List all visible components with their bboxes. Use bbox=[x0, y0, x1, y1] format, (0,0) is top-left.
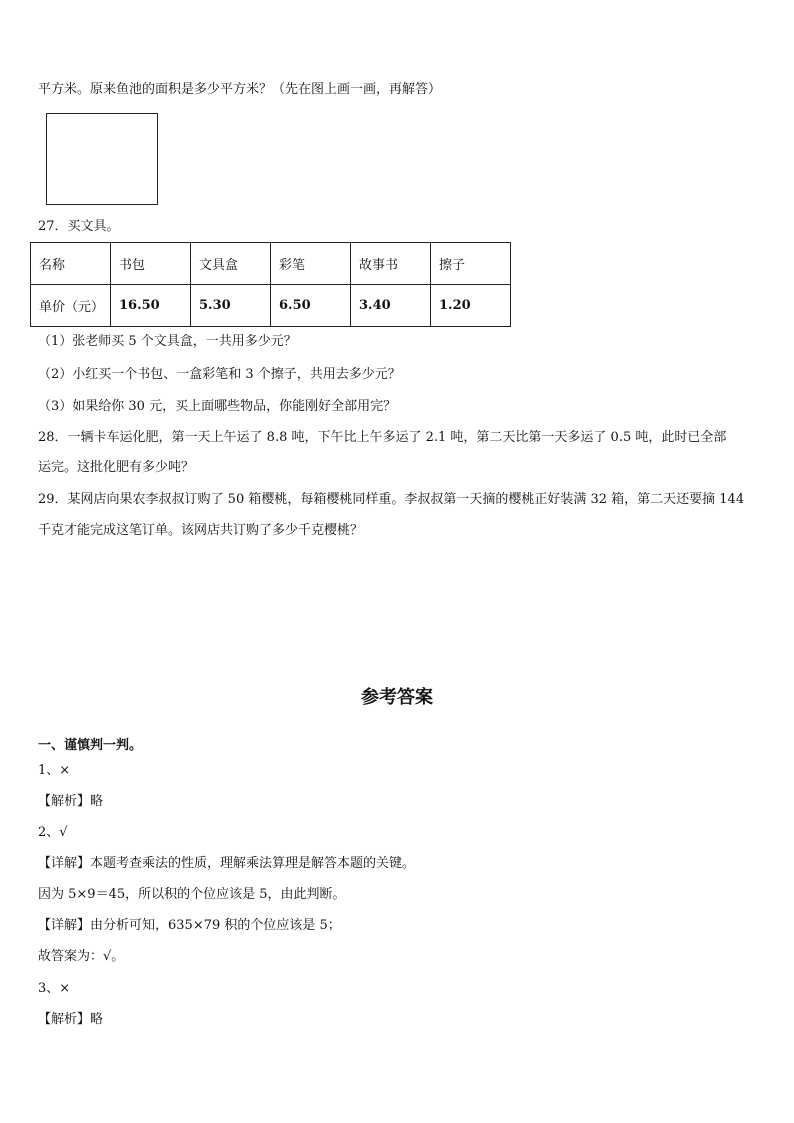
answer-2: 2、√ bbox=[38, 825, 68, 840]
table-cell: 单价（元） bbox=[31, 285, 111, 327]
answer-2-detail-3: 【详解】由分析可知，635×79 积的个位应该是 5； bbox=[38, 918, 341, 933]
answers-title: 参考答案 bbox=[361, 687, 433, 708]
question-28-line1: 28．一辆卡车运化肥，第一天上午运了 8.8 吨，下午比上午多运了 2.1 吨，第二天比第一天多运了 0.5 吨，此时已全部 bbox=[38, 430, 727, 445]
question-26-tail: 平方米。原来鱼池的面积是多少平方米？（先在图上画一画，再解答） bbox=[38, 82, 442, 97]
table-cell: 名称 bbox=[31, 243, 111, 285]
answer-2-detail-2: 因为 5×9＝45，所以积的个位应该是 5，由此判断。 bbox=[38, 887, 346, 902]
question-27-sub2: （2）小红买一个书包、一盒彩笔和 3 个擦子，共用去多少元？ bbox=[38, 367, 401, 382]
table-cell: 故事书 bbox=[351, 243, 431, 285]
question-27-sub1: （1）张老师买 5 个文具盒，一共用多少元？ bbox=[38, 334, 297, 349]
question-28-line2: 运完。这批化肥有多少吨？ bbox=[38, 460, 195, 475]
answer-2-detail-1: 【详解】本题考查乘法的性质，理解乘法算理是解答本题的关键。 bbox=[38, 856, 416, 871]
question-27-title: 27．买文具。 bbox=[38, 219, 120, 234]
question-29-line1: 29．某网店向果农李叔叔订购了 50 箱樱桃，每箱樱桃同样重。李叔叔第一天摘的樱桃正好装满 32 箱，第二天还要摘 144 bbox=[38, 492, 745, 507]
price-table bbox=[30, 242, 511, 327]
table-cell: 擦子 bbox=[431, 243, 511, 285]
answer-2-detail-4: 故答案为：√。 bbox=[38, 949, 125, 964]
table-cell: 16.50 bbox=[111, 285, 191, 327]
table-row bbox=[31, 285, 511, 327]
table-cell: 文具盒 bbox=[191, 243, 271, 285]
table-header-row bbox=[31, 243, 511, 285]
drawing-box bbox=[46, 113, 158, 205]
question-29-line2: 千克才能完成这笔订单。该网店共订购了多少千克樱桃？ bbox=[38, 523, 364, 538]
answer-3: 3、× bbox=[38, 981, 71, 996]
table-cell: 6.50 bbox=[271, 285, 351, 327]
answer-3-note: 【解析】略 bbox=[38, 1012, 104, 1027]
table-cell: 书包 bbox=[111, 243, 191, 285]
answer-1: 1、× bbox=[38, 763, 71, 778]
question-27-sub3: （3）如果给你 30 元，买上面哪些物品，你能刚好全部用完？ bbox=[38, 399, 397, 414]
answer-1-note: 【解析】略 bbox=[38, 794, 104, 809]
table-cell: 彩笔 bbox=[271, 243, 351, 285]
answers-section-1: 一、谨慎判一判。 bbox=[38, 738, 143, 753]
table-cell: 1.20 bbox=[431, 285, 511, 327]
table-cell: 3.40 bbox=[351, 285, 431, 327]
table-cell: 5.30 bbox=[191, 285, 271, 327]
